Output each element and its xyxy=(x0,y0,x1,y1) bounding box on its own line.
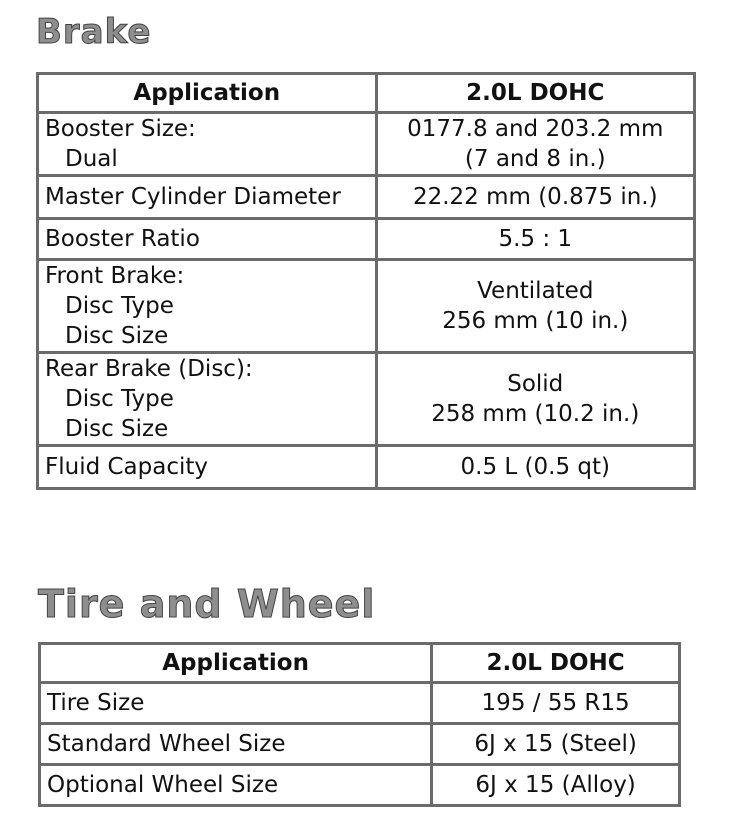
standard-wheel-label: Standard Wheel Size xyxy=(40,724,432,765)
row-value-line: Ventilated xyxy=(477,278,594,304)
header-engine: 2.0L DOHC xyxy=(376,74,694,113)
row-label: Rear Brake (Disc): xyxy=(45,356,253,382)
table-row xyxy=(38,113,695,176)
row-value-line: Solid xyxy=(507,371,564,397)
row-sublabel: Disc Size xyxy=(65,416,169,442)
row-sublabel: Disc Type xyxy=(65,293,174,319)
tire-size-label: Tire Size xyxy=(40,683,432,724)
brake-section-title: Brake xyxy=(36,12,152,52)
fluid-capacity-value: 0.5 L (0.5 qt) xyxy=(376,446,694,489)
optional-wheel-value: 6J x 15 (Alloy) xyxy=(432,765,680,806)
table-row xyxy=(40,683,680,724)
rear-brake-label xyxy=(38,353,377,446)
table-header-row xyxy=(38,74,695,113)
row-label: Booster Size: xyxy=(45,116,196,142)
front-brake-label xyxy=(38,260,377,353)
front-brake-value xyxy=(376,260,694,353)
rear-brake-value xyxy=(376,353,694,446)
booster-size-value xyxy=(376,113,694,176)
tire-section-title: Tire and Wheel xyxy=(38,582,376,626)
row-sublabel: Disc Size xyxy=(65,323,169,349)
row-sublabel: Disc Type xyxy=(65,386,174,412)
header-application: Application xyxy=(38,74,377,113)
fluid-capacity-label: Fluid Capacity xyxy=(38,446,377,489)
table-row xyxy=(38,219,695,260)
booster-ratio-value: 5.5 : 1 xyxy=(376,219,694,260)
row-sublabel: Dual xyxy=(65,146,118,172)
brake-spec-table xyxy=(36,72,696,490)
row-value-line: (7 and 8 in.) xyxy=(464,146,606,172)
master-cylinder-label: Master Cylinder Diameter xyxy=(38,176,377,219)
booster-ratio-label: Booster Ratio xyxy=(38,219,377,260)
tire-size-value: 195 / 55 R15 xyxy=(432,683,680,724)
table-row xyxy=(38,446,695,489)
row-label: Front Brake: xyxy=(45,263,185,289)
header-application: Application xyxy=(40,644,432,683)
row-value-line: 256 mm (10 in.) xyxy=(442,308,629,334)
table-row xyxy=(38,260,695,353)
optional-wheel-label: Optional Wheel Size xyxy=(40,765,432,806)
table-header-row xyxy=(40,644,680,683)
tire-spec-table xyxy=(38,642,681,807)
table-row xyxy=(38,176,695,219)
row-value-line: 258 mm (10.2 in.) xyxy=(431,401,640,427)
table-row xyxy=(40,765,680,806)
table-row xyxy=(40,724,680,765)
table-row xyxy=(38,353,695,446)
standard-wheel-value: 6J x 15 (Steel) xyxy=(432,724,680,765)
master-cylinder-value: 22.22 mm (0.875 in.) xyxy=(376,176,694,219)
booster-size-label xyxy=(38,113,377,176)
row-value-line: 0177.8 and 203.2 mm xyxy=(407,116,664,142)
header-engine: 2.0L DOHC xyxy=(432,644,680,683)
